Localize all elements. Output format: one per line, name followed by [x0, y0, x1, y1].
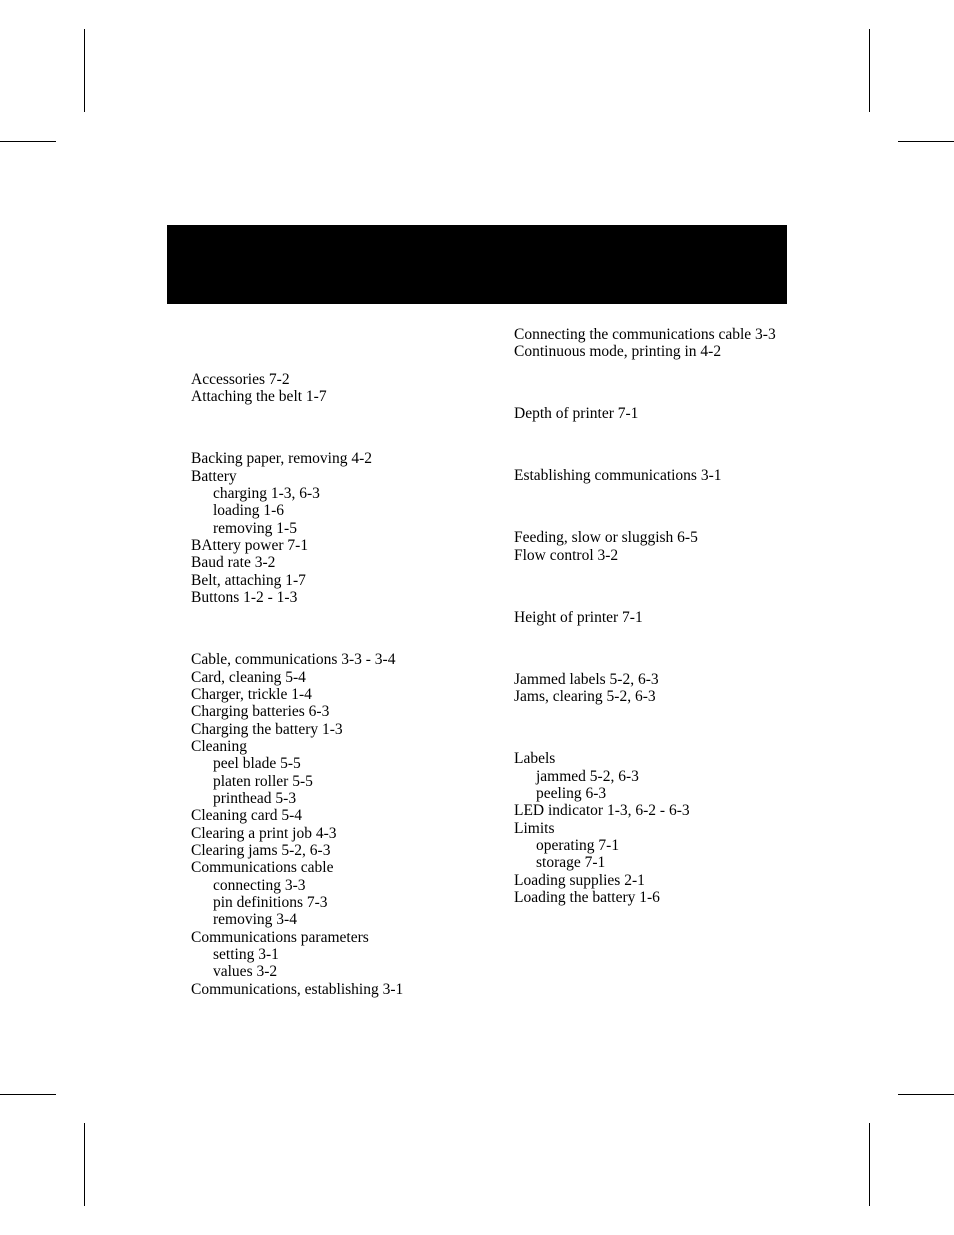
- crop-mark: [869, 1123, 870, 1206]
- index-entry: Depth of printer 7-1: [514, 405, 639, 423]
- index-subentry: platen roller 5-5: [213, 772, 313, 790]
- index-entry: Buttons 1-2 - 1-3: [191, 589, 298, 607]
- crop-mark: [898, 1094, 954, 1095]
- index-entry: Communications, establishing 3-1: [191, 980, 404, 998]
- crop-mark: [0, 1094, 56, 1095]
- section-gap: [514, 706, 789, 751]
- index-entry: Clearing jams 5-2, 6-3: [191, 841, 331, 859]
- section-gap: [514, 564, 789, 609]
- index-subentry: removing 1-5: [213, 519, 297, 537]
- index-entry: Attaching the belt 1-7: [191, 388, 327, 406]
- index-entry: Charging the battery 1-3: [191, 720, 343, 738]
- index-entry: Cable, communications 3-3 - 3-4: [191, 651, 396, 669]
- index-subentry: jammed 5-2, 6-3: [536, 767, 639, 785]
- index-entry: Connecting the communications cable 3-3: [514, 326, 776, 343]
- index-entry: Limits: [514, 819, 555, 837]
- index-subentry: connecting 3-3: [213, 876, 306, 894]
- index-subentry: loading 1-6: [213, 502, 285, 520]
- section-gap: [514, 361, 789, 406]
- index-subentry: peeling 6-3: [536, 784, 607, 802]
- crop-mark: [84, 1123, 85, 1206]
- index-entry: Continuous mode, printing in 4-2: [514, 343, 722, 361]
- index-entry: Baud rate 3-2: [191, 554, 276, 572]
- index-entry: Card, cleaning 5-4: [191, 668, 306, 686]
- index-entry: Height of printer 7-1: [514, 608, 643, 626]
- index-entry: Clearing a print job 4-3: [191, 824, 337, 842]
- index-entry: Belt, attaching 1-7: [191, 571, 306, 589]
- index-entry: Charger, trickle 1-4: [191, 685, 312, 703]
- index-entry: Cleaning card 5-4: [191, 807, 303, 825]
- index-entry: LED indicator 1-3, 6-2 - 6-3: [514, 802, 690, 820]
- index-header-banner: [167, 225, 787, 304]
- index-entry: Cleaning: [191, 737, 247, 755]
- index-entry: Feeding, slow or sluggish 6-5: [514, 529, 698, 547]
- index-entry: Battery: [191, 467, 237, 485]
- index-entry: Communications parameters: [191, 928, 369, 946]
- index-entry: Labels: [514, 750, 556, 768]
- index-column-left: [191, 371, 403, 998]
- section-gap: [514, 423, 789, 468]
- index-subentry: removing 3-4: [213, 911, 297, 929]
- index-entry: Establishing communications 3-1: [514, 467, 722, 485]
- crop-mark: [869, 29, 870, 112]
- section-gap: [514, 626, 789, 671]
- index-entry: BAttery power 7-1: [191, 537, 309, 555]
- index-subentry: peel blade 5-5: [213, 755, 301, 773]
- index-entry: Loading the battery 1-6: [514, 888, 660, 906]
- index-column-right: [514, 326, 789, 906]
- index-subentry: storage 7-1: [536, 854, 606, 872]
- index-subentry: printhead 5-3: [213, 789, 297, 807]
- index-subentry: setting 3-1: [213, 946, 279, 963]
- index-entry: Jammed labels 5-2, 6-3: [514, 670, 659, 688]
- index-entry: Flow control 3-2: [514, 546, 619, 564]
- section-gap: [514, 485, 789, 530]
- crop-mark: [0, 141, 56, 142]
- index-subentry: operating 7-1: [536, 836, 620, 854]
- index-entry: Charging batteries 6-3: [191, 703, 330, 721]
- index-entry: Backing paper, removing 4-2: [191, 450, 373, 468]
- index-entry: Accessories 7-2: [191, 371, 290, 388]
- section-gap: [191, 606, 403, 651]
- index-entry: Jams, clearing 5-2, 6-3: [514, 688, 656, 706]
- index-subentry: pin definitions 7-3: [213, 893, 328, 911]
- index-subentry: values 3-2: [213, 963, 278, 981]
- crop-mark: [898, 141, 954, 142]
- index-entry: Loading supplies 2-1: [514, 871, 645, 889]
- index-subentry: charging 1-3, 6-3: [213, 485, 320, 503]
- section-gap: [191, 406, 403, 451]
- index-entry: Communications cable: [191, 859, 334, 877]
- crop-mark: [84, 29, 85, 112]
